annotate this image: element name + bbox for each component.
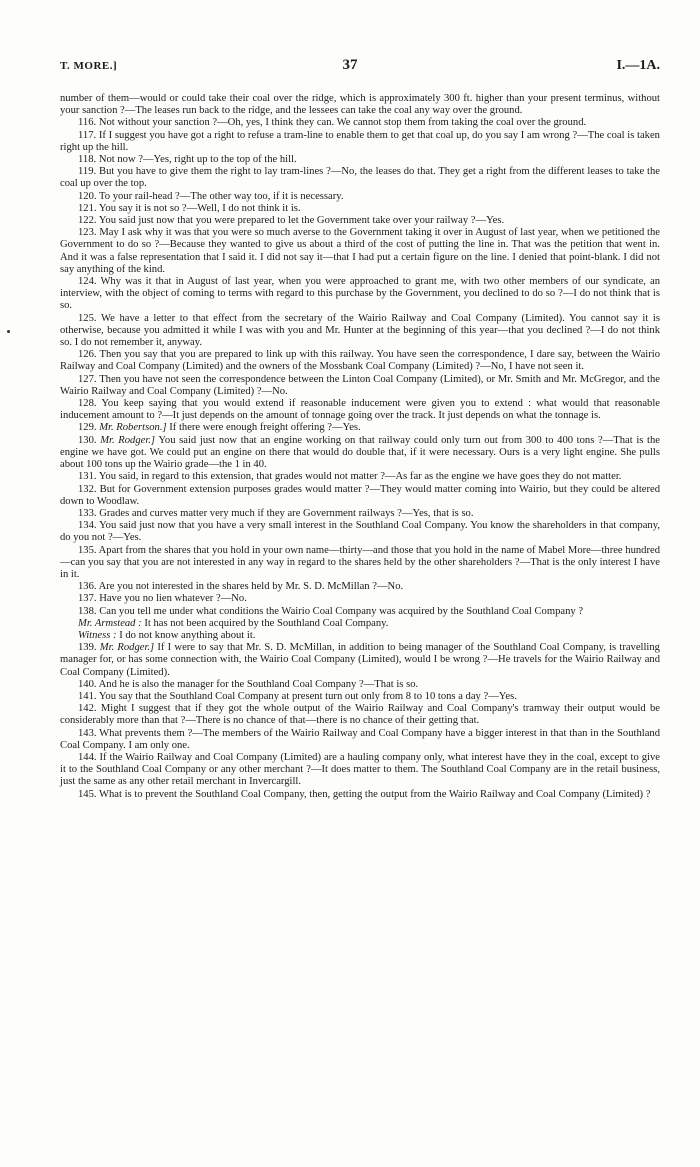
paragraph-text: May I ask why it was that you were so much averse to the Government taking it over in August of last year, when we petitioned the Government to do so ?—Because they wanted to give us about a third of the cost of putting the line in. That was the petition that went in. And it was a false representation that I said it. I did not say it—that I had put a certain figure on the line. I denied that point-blank. I did not say anything of the kind.	[60, 227, 660, 275]
header-witness-name: T. MORE.]	[60, 60, 118, 72]
question-number: 139.	[78, 642, 97, 654]
question-paragraph	[60, 520, 660, 544]
speaker-name: Mr. Robertson.]	[99, 422, 167, 434]
question-paragraph	[60, 313, 660, 350]
paragraph-text: You said just now that an engine working on that railway could only turn out from 300 to 400 tons ?—That is the engine we have got. We could put an engine on there that would do double that, if it were necessary. Ours is a very light engine. She pulls about 100 tons up the Wairio grade—the 1 in 40.	[60, 434, 661, 471]
question-number: 143.	[78, 727, 97, 739]
paragraph-text: If I suggest you have got a right to refuse a tram-line to enable them to get that coal up, do you say I am wrong ?—The coal is taken right up the hill.	[60, 129, 660, 153]
paragraph-text: Not now ?—Yes, right up to the top of the hill.	[98, 154, 297, 166]
question-paragraph	[60, 130, 660, 154]
paragraph-text: But for Government extension purposes grades would matter ?—They would matter coming into Wairio, but they could be altered down to Woodlaw.	[60, 483, 660, 507]
question-number: 142.	[78, 703, 97, 715]
question-number: 121.	[78, 202, 97, 214]
question-paragraph	[60, 630, 660, 642]
question-paragraph	[60, 215, 660, 227]
question-number: 145.	[78, 788, 97, 800]
paragraph-text: What is to prevent the Southland Coal Company, then, getting the output from the Wairio Railway and Coal Company (Limited) ?	[99, 788, 651, 800]
question-number: 131.	[78, 471, 97, 483]
question-number: 138.	[78, 605, 97, 617]
question-number: 118.	[78, 154, 97, 166]
question-paragraph	[60, 691, 660, 703]
question-number: 125.	[78, 312, 97, 324]
question-number: 137.	[78, 593, 97, 605]
question-number: 117.	[78, 129, 97, 141]
paragraph-text: You said, in regard to this extension, that grades would not matter ?—As far as the engine we have goes they do not matter.	[98, 471, 622, 483]
question-number: 119.	[78, 166, 97, 178]
paragraph-text: If the Wairio Railway and Coal Company (Limited) are a hauling company only, what interest have they in the coal, except to give it to the Southland Coal Company or any other merchant ?—It does matter to them. The Southland Coal Company are in the retail business, just the same as any other retail merchant in Invercargill.	[60, 751, 660, 788]
paragraph-text: It has not been acquired by the Southland Coal Company.	[144, 617, 389, 629]
question-paragraph	[60, 203, 660, 215]
question-paragraph	[60, 789, 660, 801]
question-number: 129.	[78, 422, 97, 434]
question-paragraph	[60, 728, 660, 752]
margin-dot	[7, 330, 10, 333]
question-number: 130.	[78, 434, 97, 446]
paragraph-text: Then you say that you are prepared to link up with this railway. You have seen the correspondence, I dare say, between the Wairio Railway and Coal Company (Limited) and the owners of the Mossbank Coal Company (Limited) ?—No, I have not seen it.	[60, 349, 660, 373]
question-paragraph	[60, 593, 660, 605]
question-paragraph	[60, 117, 660, 129]
paragraph-text: You say it is not so ?—Well, I do not think it is.	[98, 202, 301, 214]
paragraph-text: Grades and curves matter very much if they are Government railways ?—Yes, that is so.	[99, 507, 474, 519]
question-paragraph	[60, 349, 660, 373]
question-number: 122.	[78, 215, 97, 227]
paragraph-text: You keep saying that you would extend if reasonable inducement were given you to extend : what would that reasonable inducement amount to ?—It just depends on the amount of tonnage going over the track. It just depends on what the tonnage is.	[60, 398, 660, 422]
question-number: 124.	[78, 276, 97, 288]
question-number: 134.	[78, 520, 97, 532]
question-paragraph	[60, 545, 660, 582]
question-number: 120.	[78, 190, 97, 202]
paragraph-text: And he is also the manager for the Southland Coal Company ?—That is so.	[98, 678, 419, 690]
question-number: 140.	[78, 678, 97, 690]
question-paragraph	[60, 93, 660, 117]
paragraph-text: Then you have not seen the correspondence between the Linton Coal Company (Limited), or Mr. Smith and Mr. McGregor, and the Wairio Railway and Coal Company (Limited) ?—No.	[60, 373, 660, 397]
question-paragraph	[60, 191, 660, 203]
question-paragraph	[60, 276, 660, 313]
question-number: 116.	[78, 117, 97, 129]
paragraph-text: Might I suggest that if they got the whole output of the Wairio Railway and Coal Company's tramway their output would be considerably more than that ?—There is no chance of that—there is no chance of their getting that.	[60, 703, 660, 727]
paragraph-text: number of them—would or could take their coal over the ridge, which is approximately 300 ft. higher than your present terminus, without your sanction ?—The leases run back to the ridge, and the lessees can take the coal any way over the ground.	[60, 93, 660, 117]
question-paragraph	[60, 606, 660, 618]
paragraph-text: Apart from the shares that you hold in your own name—thirty—and those that you hold in the name of Mabel More—three hundred—can you say that you are not interested in any way in regard to the shares held by the other shareholders ?—That is the only interest I have in it.	[60, 544, 660, 580]
question-paragraph	[60, 752, 660, 789]
question-paragraph	[60, 508, 660, 520]
paragraph-text: I do not know anything about it.	[119, 629, 256, 641]
question-number: 128.	[78, 398, 97, 410]
speaker-name: Witness :	[78, 629, 117, 641]
question-number: 141.	[78, 690, 97, 702]
paragraph-text: To your rail-head ?—The other way too, if it is necessary.	[99, 190, 344, 202]
question-paragraph	[60, 166, 660, 190]
header-paper-reference: I.—1A.	[616, 58, 660, 73]
paragraph-text: Why was it that in August of last year, when you were approached to grant me, with two other members of our syndicate, an interview, with the object of coming to terms with regard to this purchase by the Government, you declined to do so ?—I do not think that is so.	[60, 276, 660, 312]
question-paragraph	[60, 227, 660, 276]
paragraph-text: Can you tell me under what conditions the Wairio Coal Company was acquired by the Southland Coal Company ?	[99, 605, 584, 617]
speaker-name: Mr. Rodger.]	[100, 434, 156, 446]
paragraph-text: If I were to say that Mr. S. D. McMillan, in addition to being manager of the Southland Coal Company, is travelling manager for, or has some connection with, the Wairio Coal Company (Limited), would I be wrong ?—He travels for the Wairio Railway and Coal Company (Limited).	[60, 642, 660, 678]
paragraph-text: If there were enough freight offering ?—Yes.	[169, 422, 361, 434]
question-paragraph	[60, 154, 660, 166]
paragraph-text: What prevents them ?—The members of the Wairio Railway and Coal Company have a bigger interest in that than in the Southland Coal Company. I am only one.	[60, 727, 661, 751]
question-number: 136.	[78, 581, 97, 593]
question-number: 135.	[78, 544, 97, 556]
question-number: 127.	[78, 373, 97, 385]
question-paragraph	[60, 484, 660, 508]
question-paragraph	[60, 435, 660, 472]
question-number: 132.	[78, 483, 97, 495]
question-paragraph	[60, 703, 660, 727]
question-number: 133.	[78, 507, 97, 519]
paragraph-text: You say that the Southland Coal Company at present turn out only from 8 to 10 tons a day ?—Yes.	[98, 690, 517, 702]
question-paragraph	[60, 422, 660, 434]
document-body	[60, 93, 660, 801]
speaker-name: Mr. Armstead :	[78, 617, 142, 629]
question-paragraph	[60, 618, 660, 630]
question-number: 123.	[78, 227, 97, 239]
paragraph-text: Are you not interested in the shares held by Mr. S. D. McMillan ?—No.	[98, 581, 404, 593]
question-paragraph	[60, 374, 660, 398]
question-paragraph	[60, 471, 660, 483]
page-number: 37	[342, 57, 358, 73]
paragraph-text: Have you no lien whatever ?—No.	[99, 593, 247, 605]
paragraph-text: We have a letter to that effect from the secretary of the Wairio Railway and Coal Company (Limited). You cannot say it is otherwise, because you admitted it while I was with you and Mr. Hunter at the beginning of this year—that you declined ?—I do not think so. I do not remember it, anyway.	[60, 312, 660, 349]
paragraph-text: You said just now that you were prepared to let the Government take over your railway ?—Yes.	[98, 215, 505, 227]
question-paragraph	[60, 679, 660, 691]
question-number: 144.	[78, 751, 97, 763]
paragraph-text: Not without your sanction ?—Oh, yes, I think they can. We cannot stop them from taking the coal over the ground.	[98, 117, 587, 129]
speaker-name: Mr. Rodger.]	[99, 642, 155, 654]
question-paragraph	[60, 398, 660, 422]
paragraph-text: But you have to give them the right to lay tram-lines ?—No, the leases do that. They get a right from the different leases to take the coal up over the top.	[60, 166, 660, 190]
paragraph-text: You said just now that you have a very small interest in the Southland Coal Company. You know the shareholders in that company, do you not ?—Yes.	[60, 520, 660, 544]
question-paragraph	[60, 581, 660, 593]
question-number: 126.	[78, 349, 97, 361]
question-paragraph	[60, 642, 660, 679]
